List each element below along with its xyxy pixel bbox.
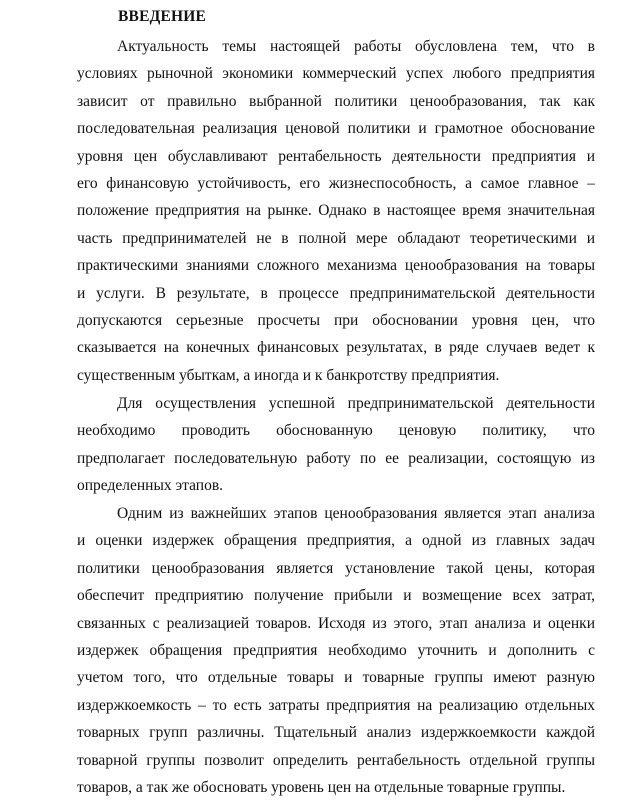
text-line: товарных групп различны. Тщательный анализ издержкоемкости каждой <box>77 724 595 742</box>
text-line: уровня цен обуславливают рентабельность деятельности предприятия и <box>77 147 595 165</box>
text-line: существенным убыткам, а иногда и к банкротству предприятия. <box>77 366 500 384</box>
text-line: и услуги. В результате, в процессе предпринимательской деятельности <box>77 284 595 302</box>
text-line: издержкоемкость – то есть затраты предприятия на реализацию отдельных <box>77 696 595 714</box>
text-line: его финансовую устойчивость, его жизнеспособность, а самое главное – <box>77 174 595 192</box>
text-line: допускаются серьезные просчеты при обосновании уровня цен, что <box>77 311 595 329</box>
text-line: учетом того, что отдельные товары и товарные группы имеют разную <box>77 669 595 687</box>
text-line: Одним из важнейших этапов ценообразования является этап анализа <box>117 505 595 522</box>
text-line: положение предприятия на рынке. Однако в настоящее время значительная <box>77 202 595 220</box>
text-line: последовательная реализация ценовой политики и грамотное обоснование <box>77 120 595 138</box>
text-line: необходимо проводить обоснованную ценовую политику, что <box>77 422 595 440</box>
text-line: Для осуществления успешной предпринимательской деятельности <box>117 395 595 412</box>
text-line: Актуальность темы настоящей работы обусловлена тем, что в <box>117 38 595 55</box>
text-line: обеспечит предприятию получение прибыли и возмещение всех затрат, <box>77 587 595 605</box>
page-title: ВВЕДЕНИЕ <box>118 8 207 25</box>
text-line: часть предпринимателей не в полной мере обладают теоретическими и <box>77 229 595 247</box>
text-line: и оценки издержек обращения предприятия, а одной из главных задач <box>77 532 595 550</box>
text-line: издержек обращения предприятия необходимо уточнить и дополнить с <box>77 641 595 659</box>
paragraph-2 <box>77 390 595 500</box>
text-line: сказывается на конечных финансовых результатах, в ряде случаев ведет к <box>77 339 595 357</box>
text-line: зависит от правильно выбранной политики ценообразования, так как <box>77 92 595 110</box>
text-line: определенных этапов. <box>77 477 224 495</box>
text-line: политики ценообразования является установление такой цены, которая <box>77 559 595 577</box>
text-line: товаров, а так же обосновать уровень цен на отдельные товарные группы. <box>77 778 566 796</box>
paragraph-1 <box>77 33 595 389</box>
paragraph-3 <box>77 500 595 801</box>
text-line: условиях рыночной экономики коммерческий успех любого предприятия <box>77 65 595 83</box>
text-line: практическими знаниями сложного механизма ценообразования на товары <box>77 257 595 275</box>
text-line: предполагает последовательную работу по ее реализации, состоящую из <box>77 449 595 467</box>
text-line: связанных с реализацией товаров. Исходя из этого, этап анализа и оценки <box>77 614 595 632</box>
text-line: товарной группы позволит определить рентабельность отдельной группы <box>77 751 595 769</box>
